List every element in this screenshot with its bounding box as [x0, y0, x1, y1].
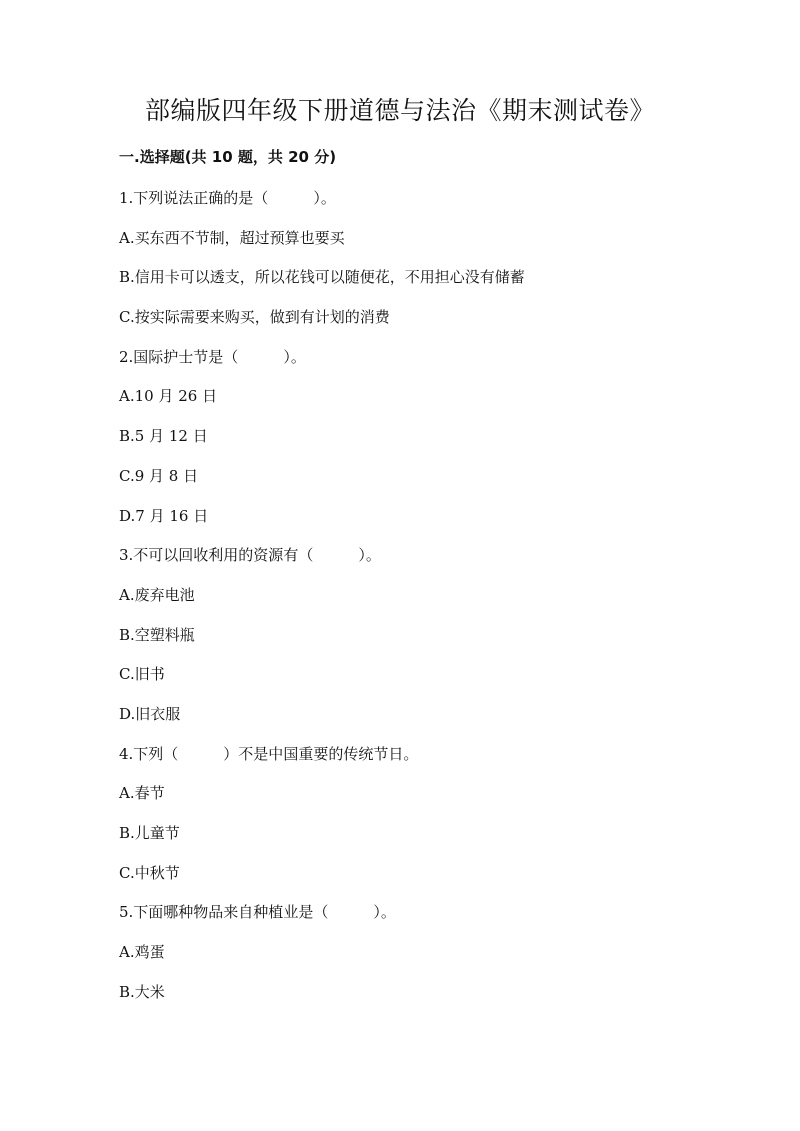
question-2-option-b: B.5 月 12 日: [119, 427, 208, 446]
section-heading: 一.选择题(共 10 题，共 20 分): [119, 148, 337, 166]
question-1-stem: 1.下列说法正确的是（ ）。: [119, 189, 336, 207]
question-3-option-b: B.空塑料瓶: [119, 625, 195, 644]
document-title: 部编版四年级下册道德与法治《期末测试卷》: [144, 96, 655, 125]
question-5-option-b: B.大米: [119, 982, 165, 1001]
question-4-option-a: A.春节: [119, 784, 165, 803]
question-2-option-c: C.9 月 8 日: [119, 466, 199, 485]
question-1-option-b: B.信用卡可以透支，所以花钱可以随便花，不用担心没有储蓄: [119, 268, 525, 287]
question-2-stem: 2.国际护士节是（ ）。: [119, 347, 306, 366]
question-3-stem: 3.不可以回收利用的资源有（ ）。: [119, 546, 381, 565]
question-1-option-a: A.买东西不节制，超过预算也要买: [119, 228, 345, 247]
question-4-stem: 4.下列（ ）不是中国重要的传统节日。: [119, 744, 419, 763]
question-3-option-a: A.废弃电池: [119, 585, 195, 604]
question-1-option-c: C.按实际需要来购买，做到有计划的消费: [119, 308, 390, 327]
question-4-option-b: B.儿童节: [119, 824, 180, 842]
question-3-option-d: D.旧衣服: [119, 704, 181, 723]
question-list: [119, 186, 719, 1019]
question-5-option-a: A.鸡蛋: [119, 943, 165, 962]
question-5-stem: 5.下面哪种物品来自种植业是（ ）。: [119, 903, 396, 922]
question-2-option-a: A.10 月 26 日: [119, 387, 218, 406]
question-2-option-d: D.7 月 16 日: [119, 506, 209, 525]
question-4-option-c: C.中秋节: [119, 863, 180, 882]
question-3-option-c: C.旧书: [119, 665, 165, 684]
